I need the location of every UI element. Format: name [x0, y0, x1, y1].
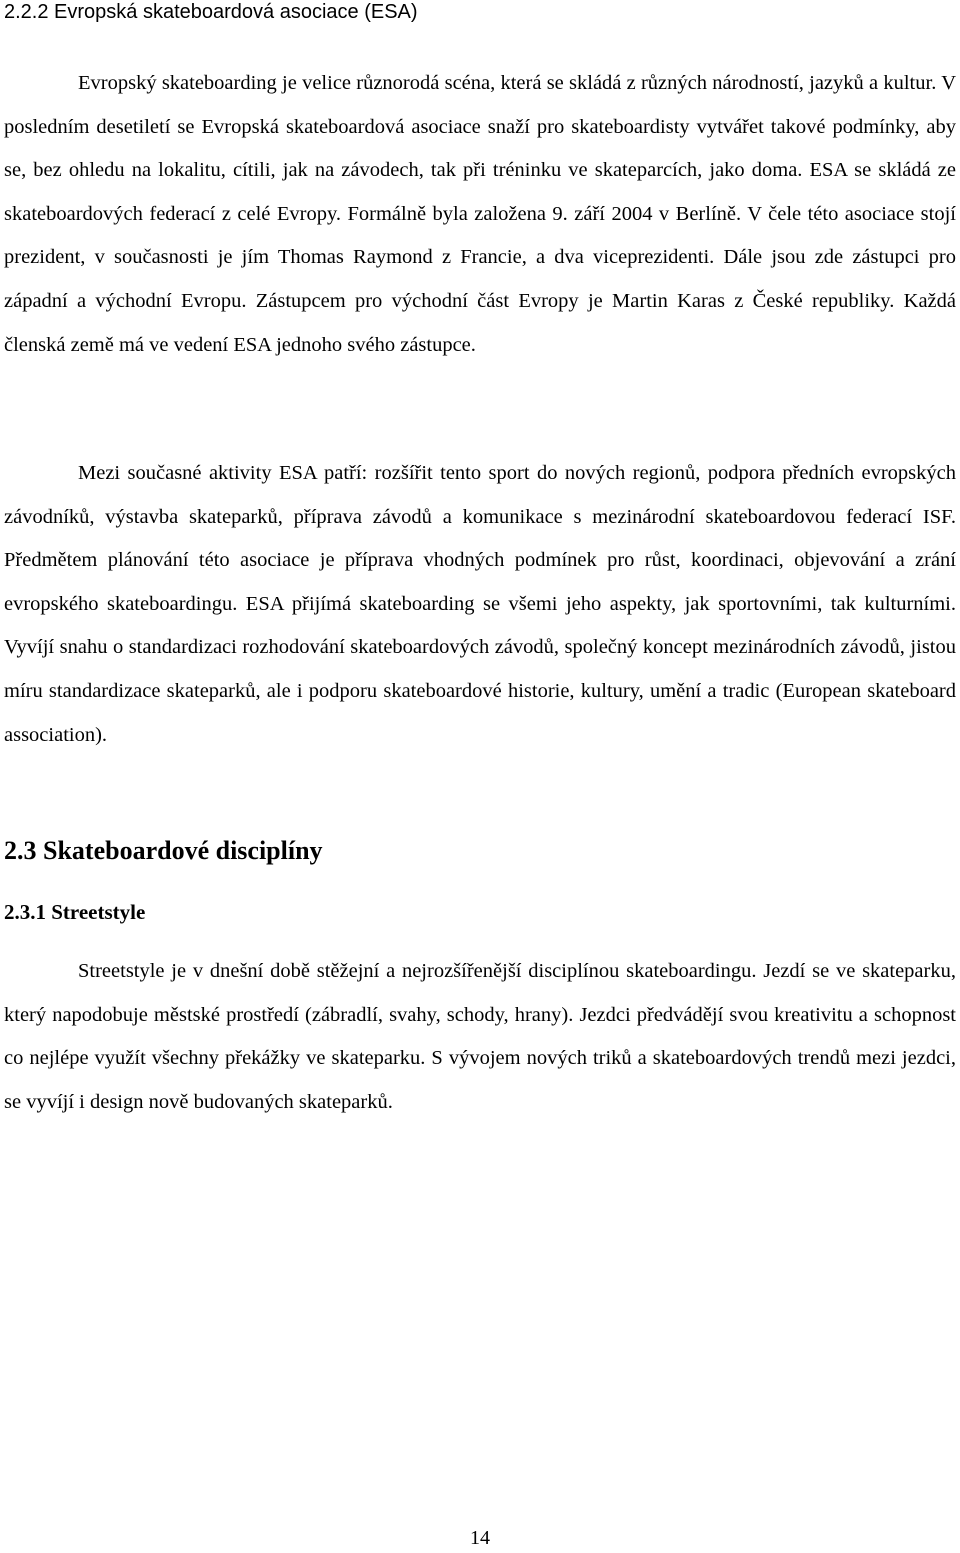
- section-heading-streetstyle: 2.3.1 Streetstyle: [4, 900, 146, 924]
- section-heading-disciplines: 2.3 Skateboardové disciplíny: [4, 836, 323, 865]
- paragraph-esa-intro: Evropský skateboarding je velice různorodá scéna, která se skládá z různých národností, jazyků a kultur. V posledním desetiletí se Evropská skateboardová asociace snaží pro skateboardisty vytvářet takové podmínky, aby se, bez ohledu na lokalitu, cítili, jak na závodech, tak při tréninku ve skateparcích, jako doma. ESA se skládá ze skateboardových federací z celé Evropy. Formálně byla založena 9. září 2004 v Berlíně. V čele této asociace stojí prezident, v současnosti je jím Thomas Raymond z Francie, a dva viceprezidenti. Dále jsou zde zástupci pro západní a východní Evropu. Zástupcem pro východní část Evropy je Martin Karas z České republiky. Každá členská země má ve vedení ESA jednoho svého zástupce.: [4, 72, 956, 356]
- paragraph-streetstyle: Streetstyle je v dnešní době stěžejní a nejrozšířenější disciplínou skateboardingu. Jezdí se ve skateparku, který napodobuje městské prostředí (zábradlí, svahy, schody, hrany). Jezdci předvádějí svou kreativitu a schopnost co nejlépe využít všechny překážky ve skateparku. S vývojem nových triků a skateboardových trendů mezi jezdci, se vyvíjí i design nově budovaných skateparků.: [4, 960, 956, 1113]
- section-heading-esa: 2.2.2 Evropská skateboardová asociace (ESA): [4, 1, 418, 23]
- paragraph-esa-activities: Mezi současné aktivity ESA patří: rozšířit tento sport do nových regionů, podpora předních evropských závodníků, výstavba skateparků, příprava závodů a komunikace s mezinárodní skateboardovou federací ISF. Předmětem plánování této asociace je příprava vhodných podmínek pro růst, koordinaci, objevování a zrání evropského skateboardingu. ESA přijímá skateboarding se všemi jeho aspekty, jak sportovními, tak kulturními. Vyvíjí snahu o standardizaci rozhodování skateboardových závodů, společný koncept mezinárodních závodů, jistou míru standardizace skateparků, ale i podporu skateboardové historie, kultury, umění a tradic (European skateboard association).: [4, 462, 956, 746]
- page-number: 14: [470, 1527, 490, 1549]
